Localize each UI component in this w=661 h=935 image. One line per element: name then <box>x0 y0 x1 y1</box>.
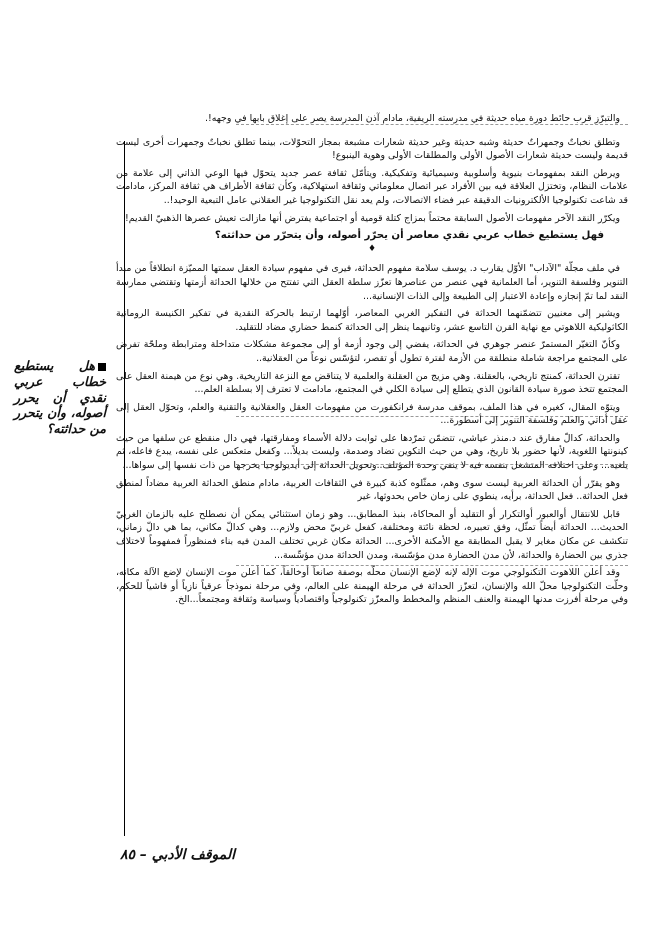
paragraph: وتطلق نخباتٌ وجمهراتٌ حديثة وشبه حديثة وغير حديثة شعارات مشبعة بمجاز التحوّلات، بينما تطلق نخباتٌ وجمهرات أخرى ليست قديمة وليست حديثة شعارات الأصول الأولى والمطلقات الأولى وهوية الينبوع! <box>116 136 628 162</box>
paragraph: ويرطن النقد بمفهومات بنيوية وأسلوبية وسيميائية وتفكيكية. ويتأمّل ثقافة عصر جديد يتحوّل فيها الوعي الذاتي إلى علامة من علامات النظام، وتختزل العلاقة فيه بين الأفراد عبر اتصال معلوماتي وثقافة استهلاكية، وكأن ثقافة الأطراف هي ثقافة المركز، مادامت قد شاعت تكنولوجيا الألكترونيات الدقيقة عبر فضاء الاتصالات، ولم يعد نقل التكنولوجيا غير العقلاني عامل التبعية الوحيد!.. <box>116 167 628 206</box>
paragraph: ويشير إلى معنيين تتضمّنهما الحداثة في التفكير الغربي المعاصر، أوّلهما ارتبط بالحركة النقدية في تفكير الكنيسة الرومانية الكاثوليكية اللاهوتي مع نهاية القرن التاسع عشر، وثانيهما ينظر إلى الحداثة كنمط حضاري مضاد للتقليد. <box>116 308 628 333</box>
paragraph: ويكرّر النقد الآخر مفهومات الأصول السابقة محتماً بمزاج كتلة قومية أو اجتماعية يفترض أنها مازالت تعيش عصرها الذهبيّ القديم! <box>125 212 620 224</box>
page-footer: الموقف الأدبي – ٨٥ <box>120 847 236 863</box>
paragraph: وقد أعلن اللاهوت التكنولوجي موت الإله لإنه لإضع الإنسان محلّه بوصفة صانعاً أوخالقاً، كما أعلن موت الإنسان لإضع الآلة مكانه، وحلّت التكنولوجيا محلّ الله والإنسان، لتعزّز الحداثة في مرحلة الهيمنة على العالم، وفي مرحلة نموذجاً عرقياً نازياً أو فاشياً للحكم، وفي مرحلة أفرزت مدنها الهيمنة والعنف المنظم والمخطط والمعزّز تكنولوجياً واقتصادياً وسياسة وثقافة ومجتمعاً...الخ. <box>116 567 628 606</box>
paragraph: ويتوّه المقال، كغيره في هذا الملف، بموقف مدرسة فرانكفورت من مفهومات العقل والعقلانية والتقنية والعلم، وتحوّل العقل إلى عقل أداتي والعلم وفلسفة التنوير إلى أسطورة... <box>116 401 628 427</box>
paragraph: والحداثة، كدالّ مفارق عند د.منذر عياشي، تتضمّن تمرّدها على ثوابت دلالة الأسماء ومفارقتها، فهي دال منقطع عن سلفها من حيث كينونتها اللغوية، لأنها حضور بلا تاريخ، وهي من حيث التكوين تضاد وصدمة، وليست بديلاً... وكفعل متعكس على نفسه، يبدع فاعله، ثم يلغيه... وعلى اختلافه المتشغل بنفسه فيه لا ينفي وحدة المؤتلف..وتحويل الحداثة إلى أيديولوجيا يخرجها من ذات نفسها إلى سواها... <box>116 432 628 472</box>
paragraph: وهو يقرّر أن الحداثة العربية ليست سوى وهم، ممثّلوه كذبة كبيرة في الثقافات العربية، مادام منطق الحداثة العربية مضاداً لمنطق فعل الحداثة.. فعل الحداثة، برأيه، ينطوي على زمان خاص بحدوثها، غير <box>116 477 628 503</box>
paragraph: وكأنّ التغيّر المستمرّ عنصر جوهري في الحداثة، يفضي إلى وجود أزمة أو إلى مجموعة مشكلات متداخلة ومترابطة وملحّة تفرض على المجتمع مراجعة شاملة منطلقة من الأزمة لفترة تطول أو تقصر، لتؤسّس نوعاً من العقلانية.. <box>116 339 628 364</box>
paragraph: في ملف مجلّة "الآداب" الأوّل يقارب د. يوسف سلامة مفهوم الحداثة، فيرى في مفهوم سيادة العقل سمتها المميّزة انطلاقاً من مبدأ التنوير وفلسفة التنوير، أما العلمانية فهي عنصر من عناصرها تعزّز سلطة العقل التي تفتتح من خلالها الحداثة أزمتها وتقتضي ممارسة النقد لما تمّ إنجازه وإعادة الاعتبار إلى الطبيعة وإلى الذات الإنسانية... <box>116 263 628 302</box>
paragraph: قابل للانتقال أوالعبور أوالتكرار أو التقليد أو المحاكاة، بنبذ المطابق... وهو زمان استثنائي يمكن أن نصطلح عليه بالزمان الغربيّ الحديث... الحداثة أيضاً تمثّل، وفق تعبيره، لحظة نائتة ومختلفة، كفعل غربيّ محض ولازم... وهي كدالّ مكاني، بما هي دالّ زماني، تنكشف عن مكان مغاير لا يقبل المطابقة مع الأمكنة الأخرى... الحداثة مكان غربي تختلف المدن فيه بناء فمنظوراً فمفهوماً لاختلاف جذري بين الحضارة والحداثة، لأن مدن الحضارة مدن مؤسّسة، ومدن الحداثة مدن مؤسِّسة... <box>116 508 628 561</box>
section-separator: ♦ <box>367 243 377 254</box>
paragraph: تقترن الحداثة، كمنتج تاريخي، بالعقلنة. وهي مزيج من العقلنة والعلمية لا يتناقض مع النزعة التاريخية. وهي نوع من هيمنة العقل على المجتمع تتخذ صورة سيادة القانون الذي يتطلع إلى سيادة الكلي في المجتمع، مادامت لا تعترف إلا بسلطة العلم... <box>116 370 628 396</box>
pull-quote <box>14 358 106 437</box>
square-bullet-icon <box>98 363 106 371</box>
opening-paragraph: والتبرّز قرب حائط دورة مياه حديثة في مدرسته الريفية، مادام آذن المدرسة يصر على إغلاق بابها في وجهه!. <box>204 113 620 124</box>
question-heading: فهل يستطيع خطاب عربي نقدي معاصر أن يحرّر أصوله، وأن يتحرّر من حداثته؟ <box>214 230 604 242</box>
article-column <box>116 112 628 611</box>
pull-quote-text: هل يستطيع خطاب عربي نقدي أن يحرر أصوله، وأن يتحرر من حداثته؟ <box>14 358 106 437</box>
